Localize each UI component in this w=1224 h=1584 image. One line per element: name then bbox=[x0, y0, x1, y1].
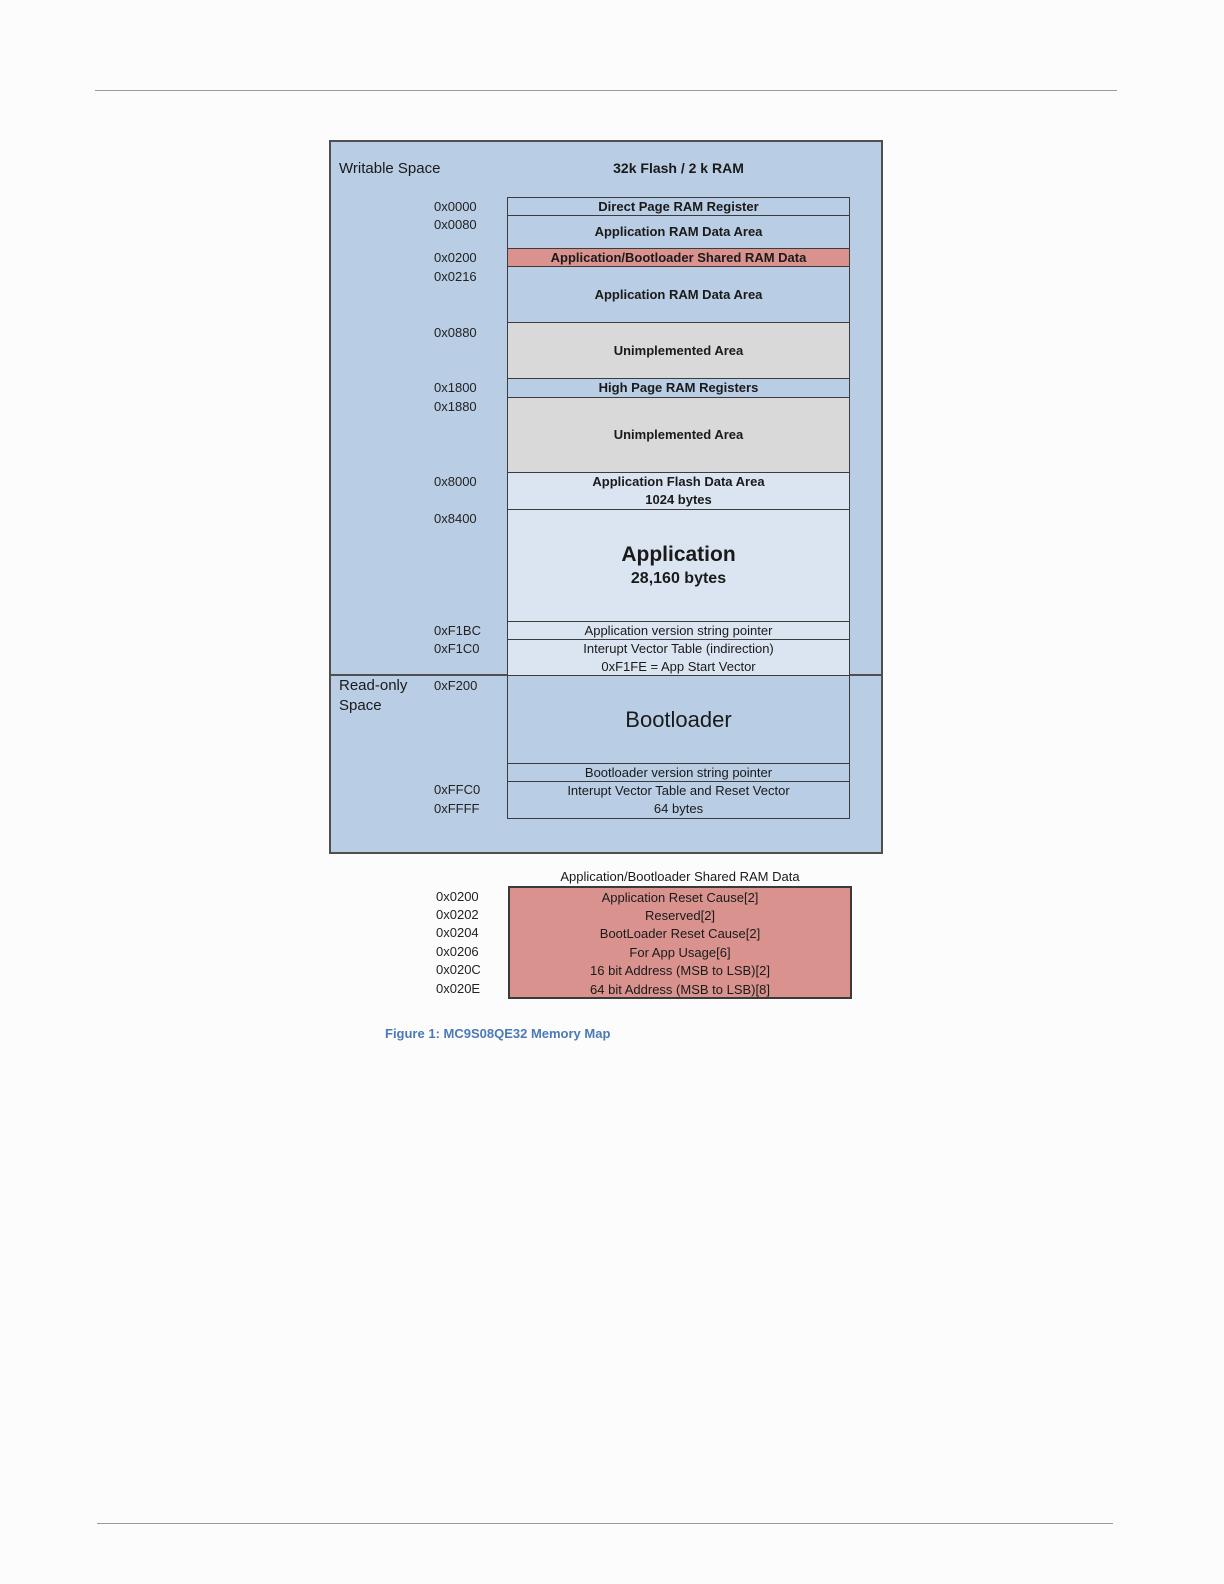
block-label: Interupt Vector Table and Reset Vector bbox=[567, 783, 790, 798]
table-row-address: 0x0202 bbox=[436, 907, 479, 922]
address-label: 0x1880 bbox=[434, 399, 477, 414]
table-row: 64 bit Address (MSB to LSB)[8] bbox=[590, 982, 770, 997]
address-label: 0x0880 bbox=[434, 325, 477, 340]
block-label: Application RAM Data Area bbox=[594, 224, 763, 239]
address-label: 0x8400 bbox=[434, 511, 477, 526]
block-label: Application version string pointer bbox=[584, 622, 773, 638]
block-size: 1024 bytes bbox=[645, 492, 712, 507]
table-row-address: 0x020E bbox=[436, 981, 481, 996]
application-flash-data-block bbox=[507, 472, 850, 510]
address-label: 0xF200 bbox=[434, 678, 478, 693]
block-label: Application Flash Data Area bbox=[592, 474, 765, 489]
table-row: 16 bit Address (MSB to LSB)[2] bbox=[590, 963, 770, 978]
app-vector-table-block bbox=[507, 639, 850, 676]
high-page-ram-block bbox=[507, 378, 850, 398]
block-label: Application/Bootloader Shared RAM Data bbox=[550, 249, 807, 265]
unimplemented-area-block bbox=[507, 322, 850, 379]
shared-ram-block bbox=[507, 248, 850, 267]
memory-map-header: 32k Flash / 2 k RAM bbox=[613, 160, 744, 176]
shared-ram-table-title: Application/Bootloader Shared RAM Data bbox=[560, 869, 800, 884]
address-label: 0x0200 bbox=[434, 250, 477, 265]
footer-rule bbox=[97, 1523, 1113, 1524]
unimplemented-area-block bbox=[507, 397, 850, 473]
table-row: Reserved[2] bbox=[644, 908, 716, 923]
header-rule bbox=[95, 90, 1117, 91]
block-label: Bootloader version string pointer bbox=[584, 764, 773, 780]
address-label: 0xFFFF bbox=[434, 801, 480, 816]
application-block bbox=[507, 509, 850, 622]
address-label: 0x8000 bbox=[434, 474, 477, 489]
read-only-space-label: Read-only Space bbox=[339, 677, 408, 714]
block-size: 28,160 bytes bbox=[630, 569, 727, 587]
block-label: Interupt Vector Table (indirection) bbox=[583, 640, 774, 656]
address-label: 0xF1C0 bbox=[434, 641, 480, 656]
block-label: High Page RAM Registers bbox=[598, 380, 759, 395]
direct-page-ram-block bbox=[507, 197, 850, 216]
table-row: BootLoader Reset Cause[2] bbox=[599, 926, 761, 941]
block-label: Direct Page RAM Register bbox=[598, 198, 759, 214]
block-label: Application RAM Data Area bbox=[594, 286, 763, 302]
address-label: 0x0000 bbox=[434, 199, 477, 214]
shared-ram-table bbox=[508, 886, 852, 999]
application-ram-block bbox=[507, 215, 850, 249]
block-label: Unimplemented Area bbox=[613, 342, 744, 358]
block-label: Bootloader bbox=[625, 706, 732, 732]
address-label: 0x1800 bbox=[434, 380, 477, 395]
address-label: 0x0080 bbox=[434, 217, 477, 232]
table-row-address: 0x0206 bbox=[436, 944, 479, 959]
table-row-address: 0x0204 bbox=[436, 925, 479, 940]
app-version-pointer-block bbox=[507, 621, 850, 640]
writable-space-label: Writable Space bbox=[339, 160, 441, 177]
table-row-address: 0x020C bbox=[436, 962, 481, 977]
address-label: 0xFFC0 bbox=[434, 782, 481, 797]
table-row: For App Usage[6] bbox=[629, 945, 731, 960]
table-row-address: 0x0200 bbox=[436, 889, 479, 904]
table-row: Application Reset Cause[2] bbox=[601, 890, 759, 905]
boot-version-pointer-block bbox=[507, 763, 850, 782]
bootloader-block bbox=[507, 675, 850, 764]
boot-vector-table-block bbox=[507, 781, 850, 819]
figure-caption: Figure 1: MC9S08QE32 Memory Map bbox=[385, 1026, 611, 1041]
block-label: Unimplemented Area bbox=[613, 427, 744, 442]
block-size: 64 bytes bbox=[653, 801, 704, 816]
address-label: 0xF1BC bbox=[434, 623, 481, 638]
block-label: Application bbox=[621, 542, 736, 566]
block-note: 0xF1FE = App Start Vector bbox=[601, 658, 756, 674]
application-ram-block bbox=[507, 266, 850, 323]
address-label: 0x0216 bbox=[434, 269, 477, 284]
